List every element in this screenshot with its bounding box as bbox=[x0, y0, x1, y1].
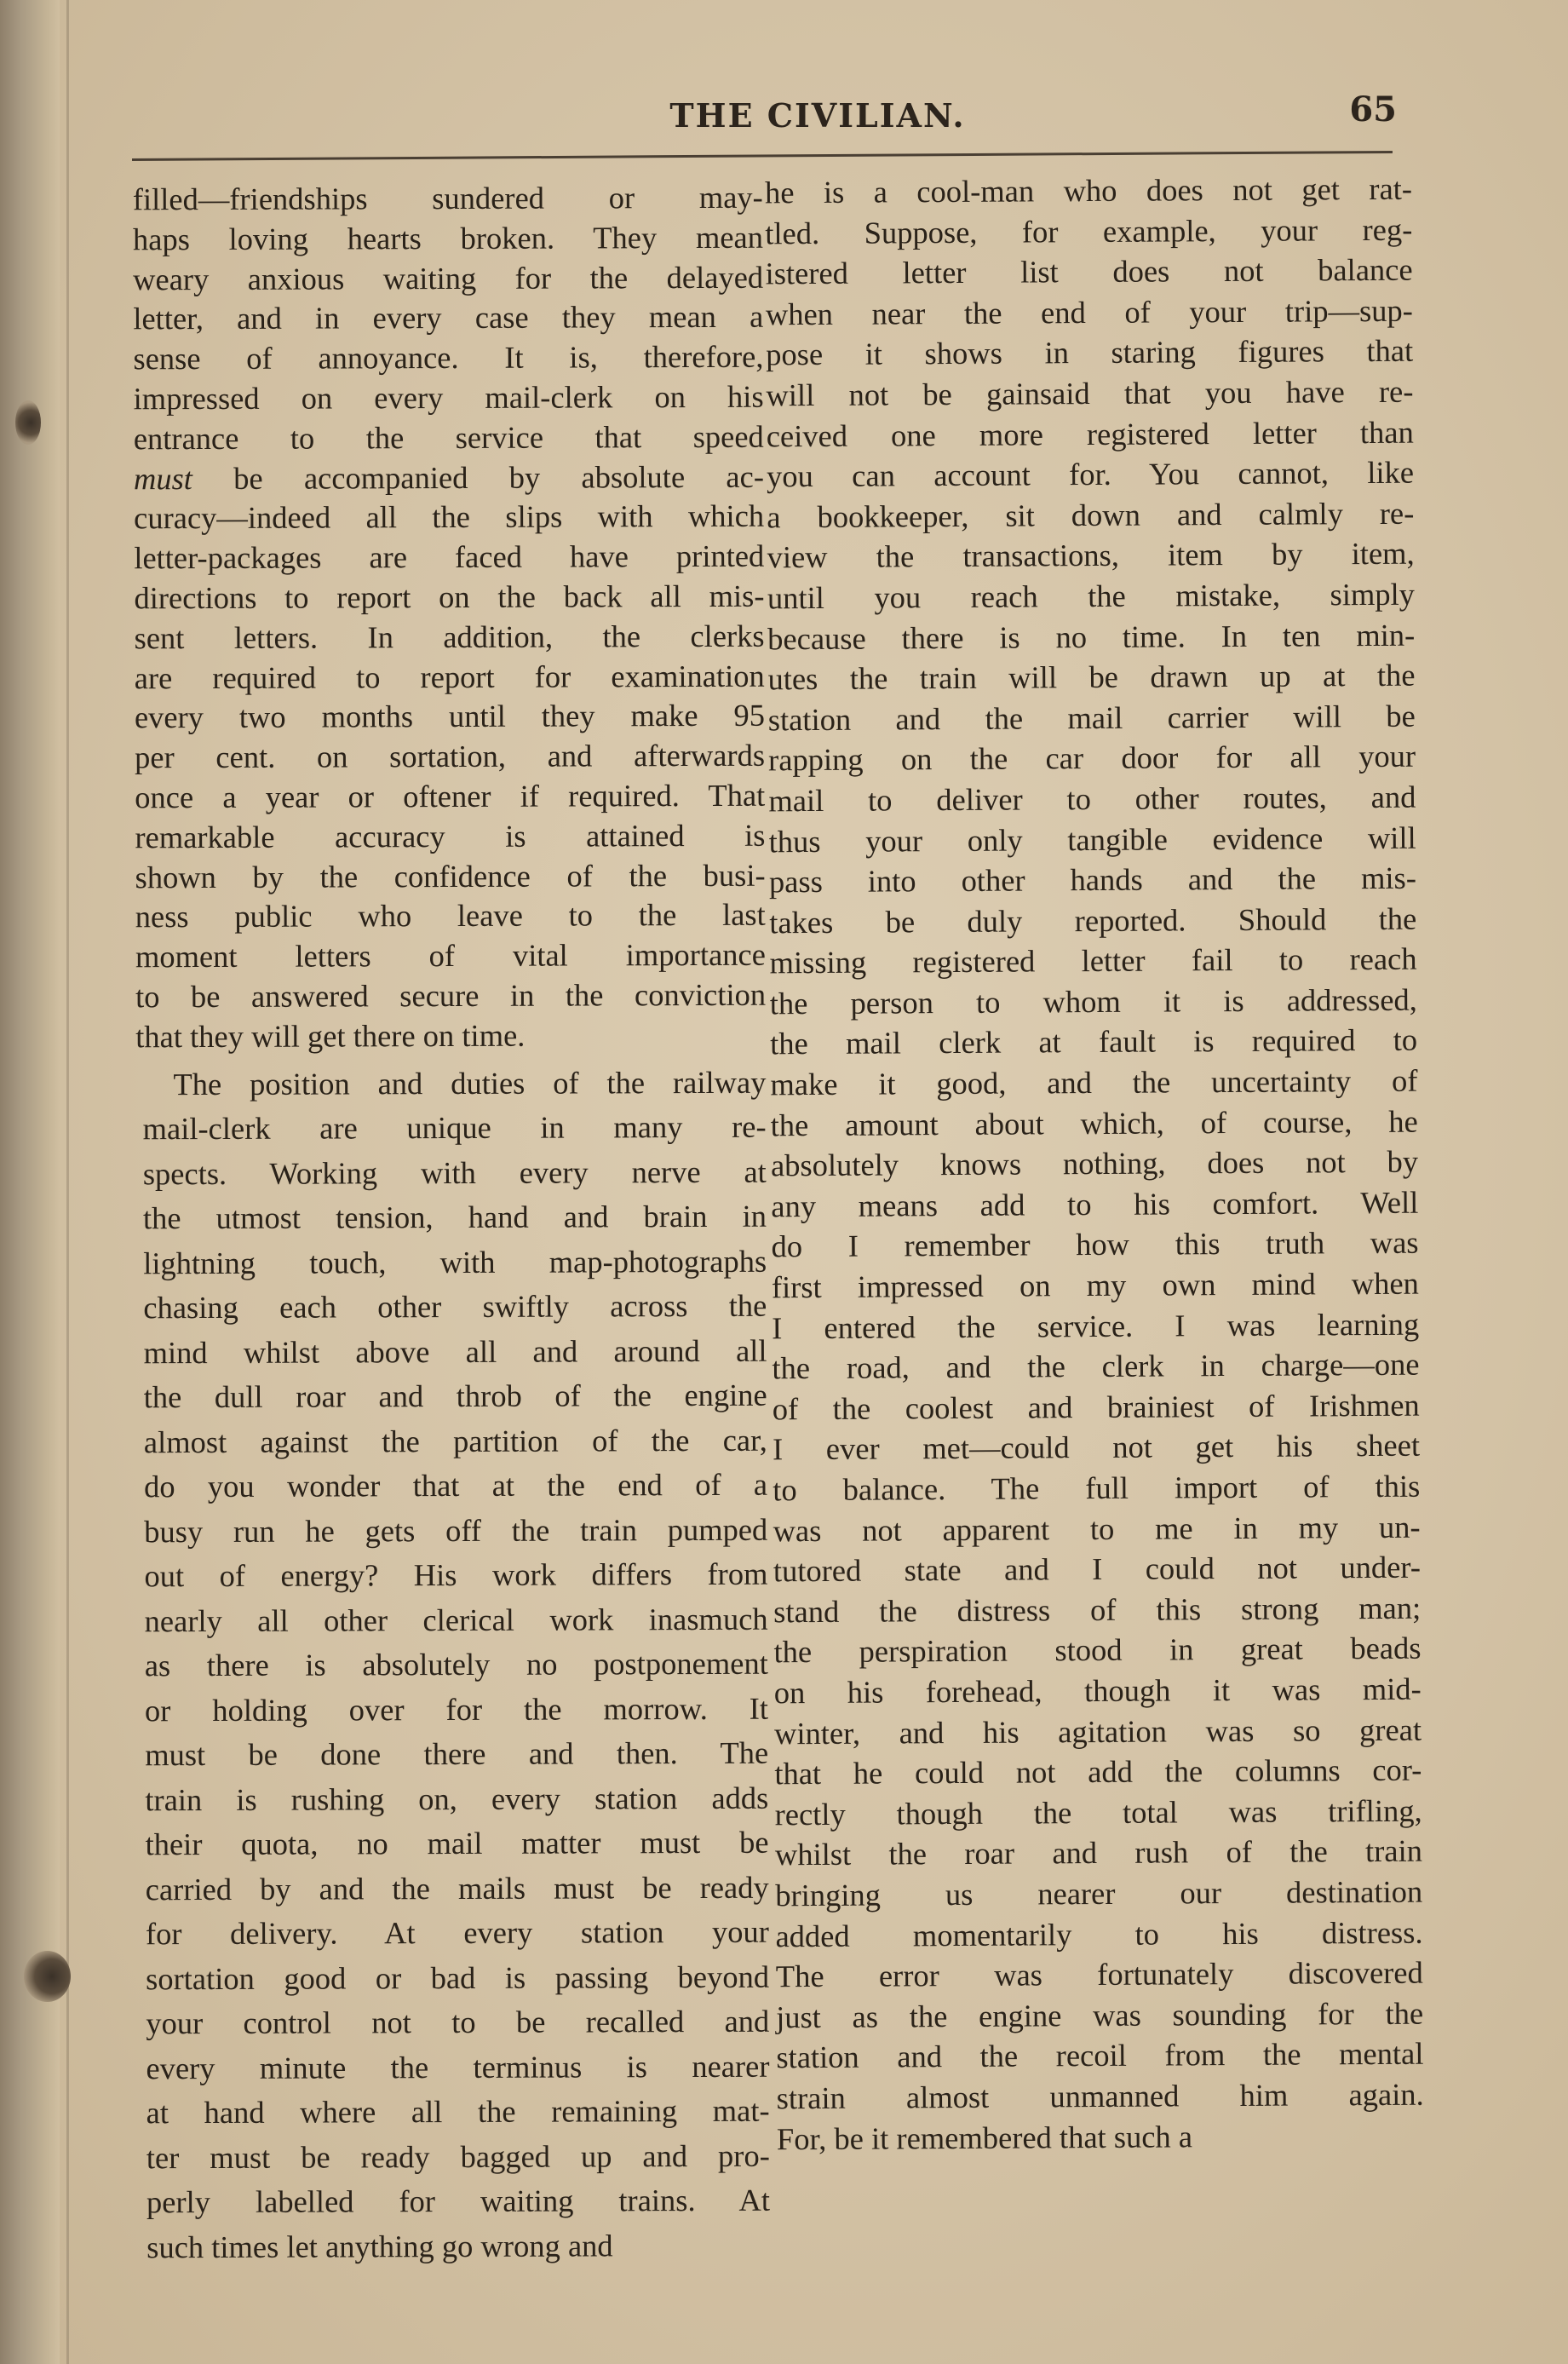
text-line: absolutely knows nothing, does not by bbox=[770, 1143, 1419, 1183]
text-line: you can account for. You cannot, like bbox=[766, 454, 1415, 494]
text-line: ness public who leave to the last bbox=[135, 897, 766, 935]
text-line: that they will get there on time. bbox=[135, 1017, 526, 1055]
left-paragraph-1 bbox=[133, 178, 767, 1057]
text-line: to be answered secure in the conviction bbox=[135, 976, 767, 1015]
text-line: just as the engine was sounding for the bbox=[775, 1995, 1424, 2035]
left-paragraph-2 bbox=[135, 1060, 770, 2269]
text-line: the road, and the clerk in charge—one bbox=[772, 1346, 1420, 1386]
text-line: will not be gainsaid that you have re- bbox=[766, 373, 1414, 413]
text-line: almost against the partition of the car, bbox=[143, 1422, 767, 1459]
punch-hole-top bbox=[15, 400, 41, 445]
running-header bbox=[128, 89, 1397, 149]
text-line: shown by the confidence of the busi- bbox=[135, 857, 766, 894]
text-line: remarkable accuracy is attained is bbox=[135, 817, 766, 855]
text-line: mind whilst above all and around all bbox=[143, 1332, 767, 1370]
text-line: perly labelled for waiting trains. At bbox=[146, 2182, 771, 2220]
text-line: rapping on the car door for all your bbox=[767, 739, 1416, 778]
text-line: when near the end of your trip—sup- bbox=[765, 292, 1414, 332]
text-line: do I remember how this truth was bbox=[771, 1225, 1419, 1264]
text-line: The error was fortunately discovered bbox=[775, 1954, 1423, 1994]
text-line: station and the recoil from the mental bbox=[776, 2035, 1424, 2075]
text-line: the dull roar and throb of the engine bbox=[143, 1377, 767, 1415]
text-line: any means add to his comfort. Well bbox=[771, 1184, 1419, 1224]
text-line: ceived one more registered letter than bbox=[766, 414, 1414, 453]
text-line: busy run he gets off the train pumped bbox=[144, 1511, 768, 1549]
text-line: bringing us nearer our destination bbox=[775, 1873, 1423, 1913]
text-line: chasing each other swiftly across the bbox=[143, 1287, 767, 1326]
text-line: must be done there and then. The bbox=[145, 1734, 769, 1773]
text-line: that he could not add the columns cor- bbox=[774, 1751, 1422, 1792]
text-line: weary anxious waiting for the delayed bbox=[133, 259, 764, 296]
text-line: pose it shows in staring figures that bbox=[766, 333, 1414, 372]
text-line: For, be it remembered that such a bbox=[776, 2118, 1193, 2156]
text-line: station and the mail carrier will be bbox=[767, 698, 1416, 738]
text-line: tutored state and I could not under- bbox=[773, 1549, 1422, 1589]
text-line: the person to whom it is addressed, bbox=[769, 981, 1417, 1021]
text-line: make it good, and the uncertainty of bbox=[770, 1062, 1418, 1102]
text-line: or holding over for the morrow. It bbox=[144, 1690, 769, 1728]
text-line: first impressed on my own mind when bbox=[771, 1265, 1419, 1305]
text-line: the utmost tension, hand and brain in bbox=[142, 1198, 767, 1236]
text-line: rectly though the total was trifling, bbox=[774, 1792, 1422, 1832]
left-column bbox=[133, 178, 771, 2270]
text-line: for delivery. At every station your bbox=[145, 1913, 769, 1952]
text-line: out of energy? His work differs from bbox=[144, 1556, 768, 1594]
text-line: nearly all other clerical work inasmuch bbox=[144, 1601, 768, 1638]
text-line: because there is no time. In ten min- bbox=[767, 617, 1416, 656]
text-line: directions to report on the back all mis- bbox=[134, 578, 765, 616]
punch-hole-bottom bbox=[24, 1951, 71, 2002]
text-line: to balance. The full import of this bbox=[773, 1468, 1421, 1508]
right-paragraph-1 bbox=[765, 169, 1424, 2160]
text-line: train is rushing on, every station adds bbox=[145, 1780, 769, 1817]
text-line: missing registered letter fail to reach bbox=[769, 940, 1417, 981]
text-line: istered letter list does not balance bbox=[765, 251, 1413, 291]
text-line: ter must be ready bagged up and pro- bbox=[146, 2137, 770, 2175]
text-line: thus your only tangible evidence will bbox=[768, 820, 1416, 859]
text-line: utes the train will be drawn up at the bbox=[767, 657, 1416, 697]
text-line: view the transactions, item by item, bbox=[767, 536, 1415, 575]
binding-edge-line bbox=[66, 0, 69, 2364]
text-line: letter, and in every case they mean a bbox=[133, 299, 764, 336]
text-line: I entered the service. I was learning bbox=[772, 1306, 1420, 1345]
text-line: your control not to be recalled and bbox=[146, 2003, 770, 2041]
text-line: whilst the roar and rush of the train bbox=[774, 1833, 1423, 1872]
text-line: their quota, no mail matter must be bbox=[145, 1824, 769, 1862]
text-line: every minute the terminus is nearer bbox=[146, 2048, 770, 2085]
text-line: lightning touch, with map-photographs bbox=[143, 1243, 767, 1280]
text-line: was not apparent to me in my un- bbox=[773, 1509, 1421, 1548]
text-line: every two months until they make 95 bbox=[134, 698, 765, 735]
text-line: impressed on every mail-clerk on his bbox=[133, 378, 764, 417]
text-line: carried by and the mails must be ready bbox=[145, 1869, 769, 1907]
text-line: spects. Working with every nerve at bbox=[142, 1153, 767, 1191]
text-line: strain almost unmanned him again. bbox=[776, 2076, 1424, 2116]
text-line: as there is absolutely no postponement bbox=[144, 1645, 768, 1683]
text-line: mail-clerk are unique in many re- bbox=[142, 1108, 767, 1147]
text-line: the mail clerk at fault is required to bbox=[770, 1022, 1418, 1061]
text-line: pass into other hands and the mis- bbox=[768, 860, 1417, 900]
text-line: of the coolest and brainiest of Irishmen bbox=[772, 1387, 1420, 1427]
text-line: The position and duties of the railway bbox=[173, 1064, 767, 1101]
header-rule bbox=[132, 151, 1393, 161]
text-line: moment letters of vital importance bbox=[135, 936, 766, 975]
text-line: are required to report for examination bbox=[134, 658, 765, 695]
text-line: curacy—indeed all the slips with which bbox=[134, 498, 765, 536]
right-column bbox=[765, 169, 1424, 2160]
text-line: added momentarily to his distress. bbox=[775, 1914, 1423, 1953]
binding-gutter bbox=[0, 0, 60, 2364]
running-title: THE CIVILIAN. bbox=[669, 96, 966, 135]
text-line: sent letters. In addition, the clerks bbox=[134, 618, 765, 656]
text-line: once a year or oftener if required. That bbox=[135, 777, 766, 815]
text-line: he is a cool-man who does not get rat- bbox=[764, 170, 1413, 210]
text-line: tled. Suppose, for example, your reg- bbox=[765, 211, 1413, 250]
text-line: letter-packages are faced have printed bbox=[134, 538, 765, 576]
text-line: takes be duly reported. Should the bbox=[769, 900, 1417, 940]
text-line: such times let anything go wrong and bbox=[146, 2227, 613, 2264]
text-line: entrance to the service that speed bbox=[133, 418, 764, 457]
text-line: sense of annoyance. It is, therefore, bbox=[133, 338, 764, 377]
text-line: stand the distress of this strong man; bbox=[773, 1590, 1422, 1630]
text-line: I ever met—could not get his sheet bbox=[772, 1428, 1421, 1467]
text-line: per cent. on sortation, and afterwards bbox=[135, 737, 766, 775]
text-line: filled—friendships sundered or may- bbox=[132, 179, 763, 217]
text-line: on his forehead, though it was mid- bbox=[773, 1671, 1422, 1711]
text-line: haps loving hearts broken. They mean bbox=[132, 219, 764, 257]
text-line: winter, and his agitation was so great bbox=[773, 1711, 1422, 1751]
text-line: sortation good or bad is passing beyond bbox=[146, 1958, 770, 1996]
text-line: must be accompanied by absolute ac- bbox=[133, 458, 765, 496]
page-number: 65 bbox=[1349, 89, 1397, 129]
text-line: the perspiration stood in great beads bbox=[773, 1631, 1422, 1670]
text-line: do you wonder that at the end of a bbox=[144, 1466, 768, 1504]
text-line: the amount about which, of course, he bbox=[770, 1103, 1418, 1142]
text-line: mail to deliver to other routes, and bbox=[768, 779, 1416, 819]
text-line: a bookkeeper, sit down and calmly re- bbox=[767, 495, 1415, 535]
text-line: at hand where all the remaining mat- bbox=[146, 2092, 770, 2131]
text-line: until you reach the mistake, simply bbox=[767, 576, 1416, 616]
